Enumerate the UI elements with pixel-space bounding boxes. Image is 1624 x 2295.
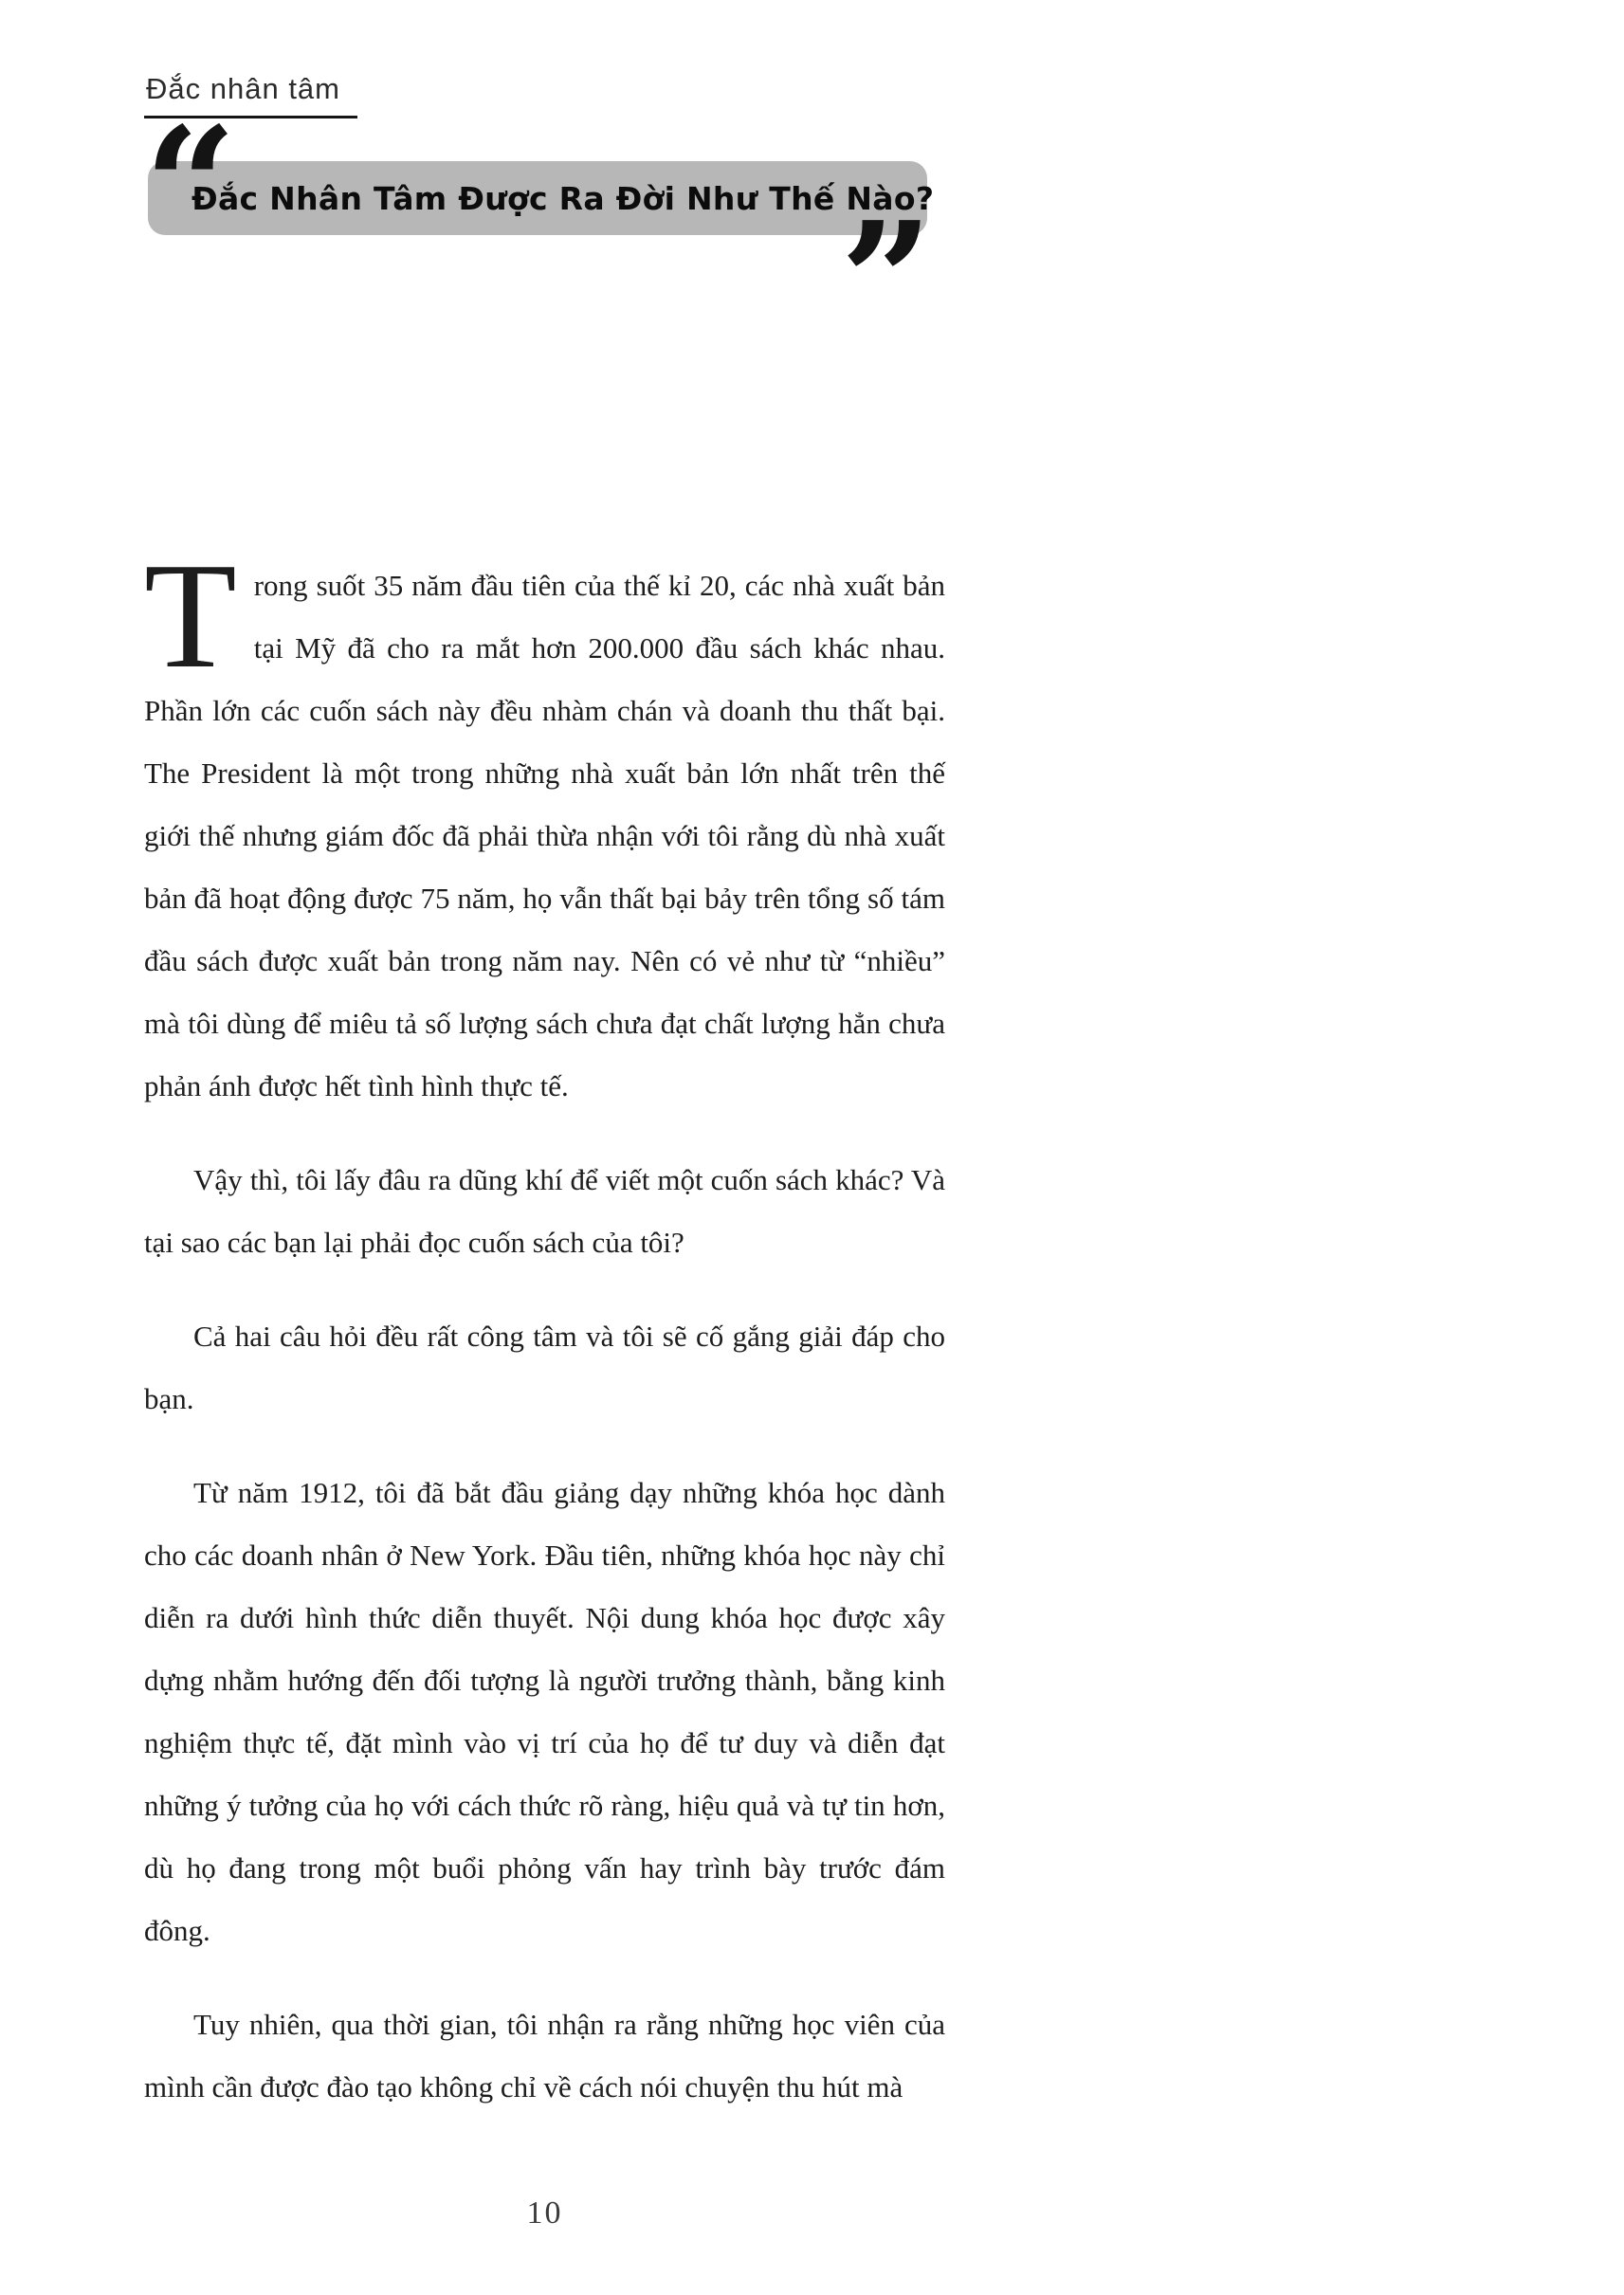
close-quote-icon: ”: [840, 187, 933, 376]
paragraph: Vậy thì, tôi lấy đâu ra dũng khí để viết một cuốn sách khác? Và tại sao các bạn lại phải đọc cuốn sách của tôi?: [144, 1163, 945, 1259]
paragraph: Tuy nhiên, qua thời gian, tôi nhận ra rằng những học viên của mình cần được đào tạo không chỉ về cách nói chuyện thu hút mà: [144, 2008, 945, 2104]
chapter-title-block: [144, 92, 939, 376]
paragraph: Từ năm 1912, tôi đã bắt đầu giảng dạy những khóa học dành cho các doanh nhân ở New York. Đầu tiên, những khóa học này chỉ diễn ra dưới hình thức diễn thuyết. Nội dung khóa học được xây dựng nhằm hướng đến đối tượng là người trưởng thành, bằng kinh nghiệm thực tế, đặt mình vào vị trí của họ để tư duy và diễn đạt những ý tưởng của họ với cách thức rõ ràng, hiệu quả và tự tin hơn, dù họ đang trong một buổi phỏng vấn hay trình bày trước đám đông.: [144, 1476, 945, 1947]
page-number: 10: [526, 2195, 563, 2231]
drop-cap: T: [144, 531, 237, 700]
paragraph-text: rong suốt 35 năm đầu tiên của thế kỉ 20, các nhà xuất bản tại Mỹ đã cho ra mắt hơn 200.000 đầu sách khác nhau. Phần lớn các cuốn sách này đều nhàm chán và doanh thu thất bại. The President là một trong những nhà xuất bản lớn nhất trên thế giới thế nhưng giám đốc đã phải thừa nhận với tôi rằng dù nhà xuất bản đã hoạt động được 75 năm, họ vẫn thất bại bảy trên tổng số tám đầu sách được xuất bản trong năm nay. Nên có vẻ như từ “nhiều” mà tôi dùng để miêu tả số lượng sách chưa đạt chất lượng hẳn chưa phản ánh được hết tình hình thực tế.: [144, 569, 945, 1102]
body-text: [144, 531, 945, 2150]
chapter-title-banner: [148, 161, 935, 235]
chapter-title: Đắc Nhân Tâm Được Ra Đời Như Thế Nào?: [192, 179, 935, 217]
paragraph: Cả hai câu hỏi đều rất công tâm và tôi sẽ cố gắng giải đáp cho bạn.: [144, 1320, 945, 1415]
paragraph: [144, 531, 945, 1118]
open-quote-icon: “: [144, 92, 237, 282]
running-header: Đắc nhân tâm: [144, 72, 357, 118]
